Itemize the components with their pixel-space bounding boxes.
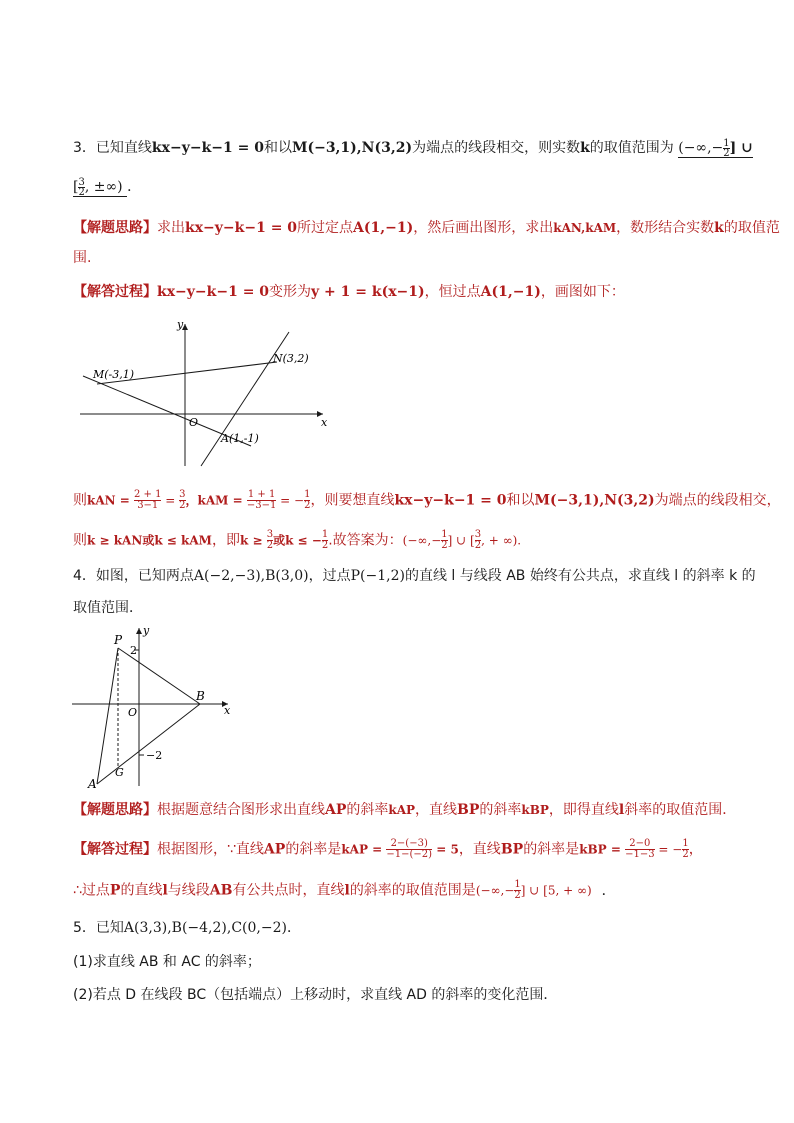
- q3-answer-part2: ] ∪: [729, 140, 753, 156]
- q3-thinking-b: 所过定点: [297, 220, 354, 236]
- q3-calc2-c: k ≥: [239, 533, 267, 548]
- q3-equation: kx−y−k−1 = 0: [151, 140, 264, 156]
- q4-thinking-d: 的斜率: [479, 802, 522, 818]
- q3-text: 3．已知直线: [73, 140, 152, 156]
- q3-answer-frac2: $\frac{3}{2}$: [78, 176, 85, 198]
- q5-text-a: 5．已知: [73, 920, 124, 936]
- q3-process-b: ，恒过点: [424, 284, 481, 300]
- q3-calc2-ans4: , + ∞).: [481, 533, 522, 548]
- q4-final-end: ．: [601, 882, 616, 899]
- q4-process-line: [73, 839, 703, 860]
- fig1-label-n: N(3,2): [273, 352, 309, 365]
- q4-final-d: 有公共点时，直线: [232, 882, 345, 899]
- q5-part1: [73, 952, 261, 972]
- q4-statement-line1: [73, 566, 756, 586]
- q4-thinking-l: l: [618, 802, 625, 818]
- q4-final-b: 的直线: [120, 882, 163, 899]
- q3-calc2-ans3-frac: $\frac{3}{2}$: [474, 529, 482, 551]
- fig2-label-minus2: −2: [146, 749, 163, 762]
- q3-process-a: 变形为: [269, 284, 312, 300]
- q4-process-kap-frac: $\frac{2-(-3)}{-1-(-2)}$: [386, 838, 433, 860]
- q3-statement-line1: [73, 138, 753, 158]
- q3-thinking-k: kAN,kAM: [553, 221, 617, 235]
- q3-calc-a: 则: [73, 492, 87, 509]
- q4-process-c: ，直线: [458, 841, 501, 858]
- q4-process-e: ，: [688, 841, 703, 858]
- q3-calc-line2: [73, 530, 521, 551]
- q3-thinking-a: 求出: [157, 220, 185, 236]
- q3-answer-bracket: [: [73, 179, 79, 195]
- q5-text-end: ．: [286, 920, 301, 936]
- q3-text-tail: 为端点的线段相交，则实数: [412, 140, 581, 156]
- q3-calc2-b: ，即: [211, 532, 240, 549]
- q3-calc-d: 为端点的线段相交，: [654, 492, 781, 509]
- q3-calc-points: M(−3,1),N(3,2): [534, 492, 655, 509]
- fig2-label-2: 2: [130, 644, 137, 657]
- q3-process-line: [73, 282, 625, 302]
- q3-figure: [75, 318, 335, 470]
- q3-thinking-f: 的取值范: [723, 220, 780, 236]
- q4-process-kap-res: = 5: [432, 842, 459, 857]
- fig1-label-o: O: [189, 416, 199, 429]
- q4-final-ab: AB: [209, 882, 233, 899]
- q3-calc-kan-frac: $\frac{2 + 1}{3-1}$: [134, 489, 162, 511]
- q3-calc-kam: ，kAM =: [185, 493, 247, 508]
- q3-calc2-ans-frac: $\frac{1}{2}$: [441, 529, 448, 551]
- q4-thinking-b: 的斜率: [346, 802, 389, 818]
- q4-thinking-f: 斜率的取值范围．: [624, 802, 737, 818]
- q3-calc2-frac2: $\frac{1}{2}$: [321, 529, 329, 551]
- q3-thinking-c: ，然后画出图形，求出: [413, 220, 554, 236]
- fig1-label-y: y: [177, 318, 184, 331]
- q3-calc2-ans: (−∞,−: [402, 533, 442, 548]
- q3-text-mid: 和以: [263, 140, 292, 156]
- q4-process-tag: 【解答过程】: [73, 841, 157, 858]
- q3-calc2-a: 则: [73, 532, 87, 549]
- q4-thinking-kbp: kBP: [521, 803, 549, 817]
- q4-final-line: [73, 880, 616, 901]
- q4-process-kbp-res-frac: $\frac{1}{2}$: [682, 838, 689, 860]
- q4-thinking-c: ，直线: [415, 802, 458, 818]
- fig2-label-b: B: [196, 689, 205, 703]
- q4-final-e: 的斜率的取值范围是: [349, 882, 476, 899]
- q3-thinking-d: ，数形结合实数: [616, 220, 715, 236]
- q3-thinking-line2: [73, 248, 91, 268]
- q4-final-ans2: ] ∪ [5, + ∞): [520, 883, 592, 898]
- q4-text-line2: 取值范围．: [73, 600, 143, 616]
- q3-answer-part1: (−∞,−: [678, 140, 724, 156]
- fig2-label-p: P: [114, 633, 123, 647]
- fig2-label-a: A: [88, 777, 97, 791]
- q5-statement: [73, 918, 301, 938]
- q4-thinking-bp: BP: [457, 802, 480, 818]
- q4-text-a: 4．如图，已知两点: [73, 568, 194, 584]
- q3-calc-kan: kAN =: [87, 493, 135, 508]
- fig2-label-y: y: [143, 624, 150, 637]
- q5-points: A(3,3),B(−4,2),C(0,−2): [123, 920, 287, 936]
- q3-calc2-ineq: k ≥ kAN或k ≤ kAM: [87, 533, 212, 548]
- q4-final-a: ∴过点: [73, 882, 110, 899]
- q3-answer-end: ．: [127, 179, 142, 195]
- q3-k: k: [580, 140, 590, 156]
- q3-thinking-line2-text: 围.: [73, 250, 92, 266]
- q4-process-b: 的斜率是: [285, 841, 342, 858]
- q3-calc-c: 和以: [506, 492, 535, 509]
- q3-calc2-frac1: $\frac{3}{2}$: [266, 529, 274, 551]
- q4-text-b: ，过点: [308, 568, 351, 584]
- q4-final-l2: l: [344, 882, 350, 899]
- q3-thinking-e: k: [714, 220, 724, 236]
- q4-points: A(−2,−3),B(3,0): [193, 568, 309, 584]
- q3-calc-eq: kx−y−k−1 = 0: [394, 492, 507, 509]
- q4-thinking-ap: AP: [325, 802, 347, 818]
- q3-answer-frac1: $\frac{1}{2}$: [723, 137, 730, 159]
- q4-process-a: 根据图形，∵直线: [157, 841, 264, 858]
- q4-process-d: 的斜率是: [523, 841, 580, 858]
- q4-final-ans: (−∞,−: [475, 883, 515, 898]
- q3-answer-blank2: [73, 176, 127, 198]
- q3-calc-kam-res-frac: $\frac{1}{2}$: [304, 489, 311, 511]
- q3-thinking-tag: 【解题思路】: [73, 220, 157, 236]
- q3-process-eq2: y + 1 = k(x−1): [311, 284, 425, 300]
- q4-figure: [70, 624, 240, 792]
- q3-calc-line1: [73, 490, 781, 511]
- q4-thinking-line: [73, 800, 736, 820]
- fig1-label-a: A(1,-1): [221, 432, 259, 445]
- q3-calc-kam-res: = −: [276, 493, 305, 508]
- q4-text-c: 的直线 l 与线段 AB 始终有公共点，求直线 l 的斜率 k 的: [404, 568, 756, 584]
- q3-process-eq: kx−y−k−1 = 0: [157, 284, 270, 300]
- q4-final-ans-frac: $\frac{1}{2}$: [514, 879, 521, 901]
- q4-process-kbp-frac: $\frac{2-0}{-1-3}$: [625, 838, 655, 860]
- q4-process-kap: kAP =: [341, 842, 387, 857]
- q3-process-pt: A(1,−1): [480, 284, 541, 300]
- q4-process-ap: AP: [263, 841, 286, 858]
- q3-calc-kan-eq: =: [161, 493, 180, 508]
- q3-thinking-pt: A(1,−1): [353, 220, 414, 236]
- q3-points: M(−3,1),N(3,2): [291, 140, 413, 156]
- segment-pa: [97, 648, 118, 784]
- q4-final-p: P: [109, 882, 121, 899]
- q4-point-p: P(−1,2): [350, 568, 405, 584]
- q3-answer-line2: [73, 177, 141, 197]
- q4-thinking-e: ，即得直线: [548, 802, 619, 818]
- fig1-label-x: x: [321, 416, 328, 429]
- q4-process-kbp-res: = −: [654, 842, 683, 857]
- q3-text-end: 的取值范围为: [589, 140, 674, 156]
- q3-calc-b: ，则要想直线: [310, 492, 395, 509]
- q3-calc-kam-frac: $\frac{1 + 1}{-3-1}$: [246, 489, 277, 511]
- q3-process-c: ，画图如下：: [540, 284, 625, 300]
- fig2-label-x: x: [224, 704, 231, 717]
- q3-calc2-e: .故答案为：: [328, 532, 403, 549]
- fig2-label-g: G: [115, 766, 124, 779]
- q4-statement-line2: [73, 598, 143, 618]
- q3-thinking-eq: kx−y−k−1 = 0: [185, 220, 298, 236]
- q3-answer-rest: , ±∞): [84, 179, 123, 195]
- q5-part1-text: (1)求直线 AB 和 AC 的斜率；: [73, 954, 261, 970]
- q4-thinking-tag: 【解题思路】: [73, 802, 157, 818]
- q5-part2-text: (2)若点 D 在线段 BC（包括端点）上移动时，求直线 AD 的斜率的变化范围．: [73, 987, 558, 1003]
- q4-final-c: 与线段: [167, 882, 210, 899]
- q5-part2: [73, 985, 557, 1005]
- q3-thinking-line1: [73, 218, 780, 238]
- fig2-label-o: O: [128, 706, 138, 719]
- q3-answer-blank: [678, 137, 753, 159]
- segment-ab: [97, 704, 200, 784]
- q4-process-bp: BP: [500, 841, 524, 858]
- q4-thinking-kap: kAP: [388, 803, 416, 817]
- q3-calc2-d: 或k ≤ −: [273, 533, 322, 548]
- q4-final-l: l: [162, 882, 168, 899]
- q3-calc2-ans2: ] ∪ [: [447, 533, 475, 548]
- q4-thinking-a: 根据题意结合图形求出直线: [157, 802, 325, 818]
- q3-calc-kan-res: $\frac{3}{2}$: [179, 489, 186, 511]
- q3-process-tag: 【解答过程】: [73, 284, 157, 300]
- q4-process-kbp: kBP =: [579, 842, 626, 857]
- fig1-label-m: M(-3,1): [93, 368, 135, 381]
